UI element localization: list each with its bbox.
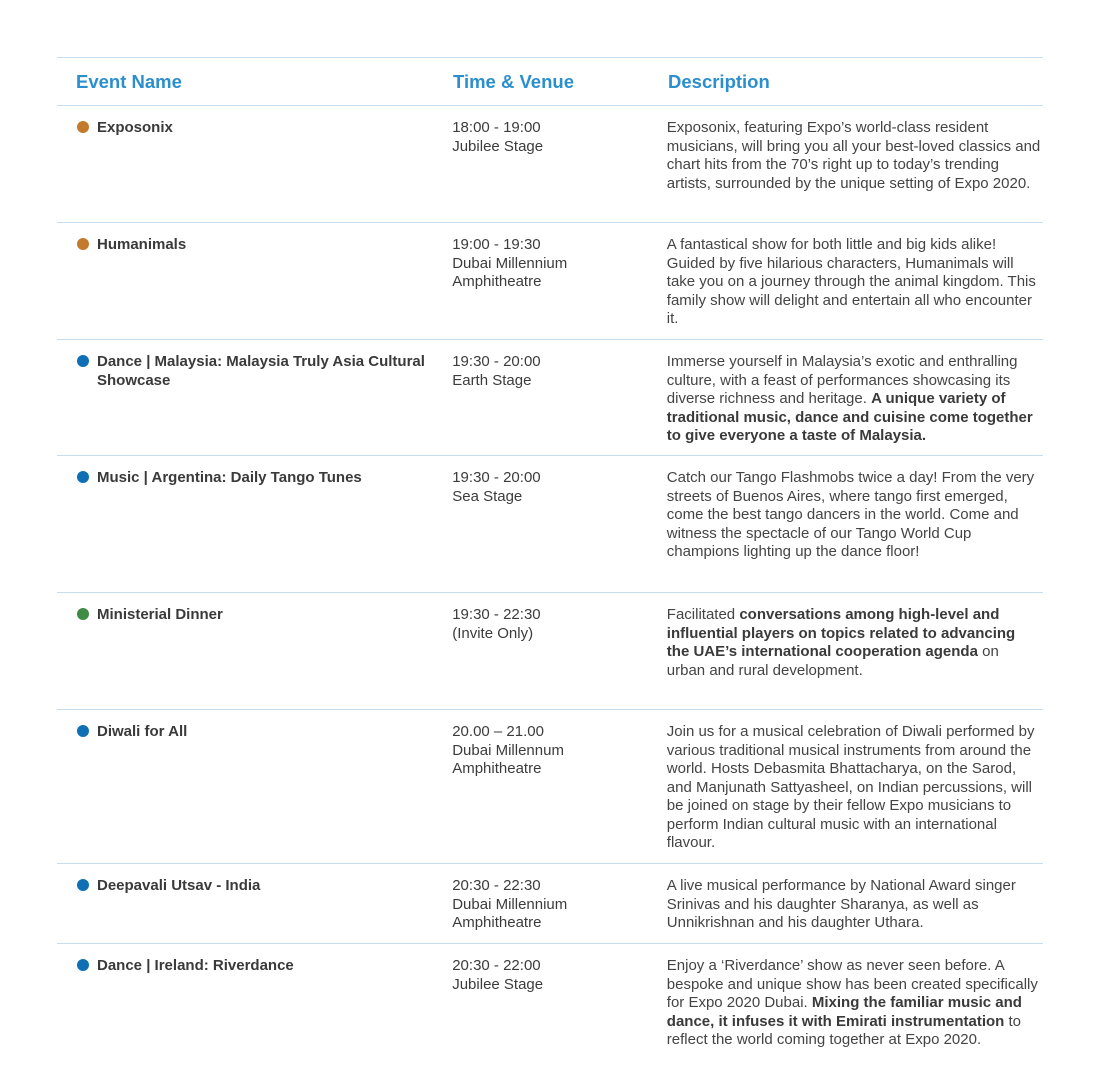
description-segment: Immerse yourself in Malaysia’s exotic and enthralling culture, with a feast of performances showcasing its diverse richness and heritage. (666, 353, 1018, 407)
event-description (667, 606, 1043, 709)
description-segment: to reflect the world coming together at Expo 2020. (666, 1012, 1022, 1048)
time-venue-cell (452, 353, 667, 455)
description-segment: Catch our Tango Flashmobs twice a day! From the very streets of Buenos Aires, where tango first emerged, come the best tango dancers in the world. Come and witness the spectacle of our Tango World Cup champions lighting up the dance floor! (666, 469, 1035, 560)
event-time: 18:00 - 19:00 (452, 119, 541, 136)
category-dot-icon (77, 879, 89, 891)
event-name: Exposonix (97, 119, 173, 136)
table-row (57, 944, 1043, 1084)
event-description (667, 877, 1043, 943)
event-venue: Dubai Millennium Amphitheatre (452, 895, 568, 931)
event-name: Humanimals (97, 236, 187, 253)
time-venue-cell (452, 877, 667, 943)
category-dot-icon (77, 959, 89, 971)
time-venue-cell (452, 723, 667, 863)
event-name-cell (57, 877, 452, 943)
header-description: Description (668, 70, 770, 92)
time-venue-cell (452, 469, 667, 592)
event-name: Dance | Malaysia: Malaysia Truly Asia Cultural Showcase (97, 353, 425, 389)
description-segment: Enjoy a ‘Riverdance’ show as never seen before. A bespoke and unique show has been created specifically for Expo 2020 Dubai. (666, 957, 1038, 1011)
header-time-venue: Time & Venue (453, 70, 574, 92)
time-venue-cell (452, 606, 667, 709)
event-venue: Jubilee Stage (452, 137, 544, 155)
event-description (667, 353, 1043, 455)
event-description (667, 957, 1043, 1084)
event-name: Ministerial Dinner (97, 606, 223, 623)
description-bold-segment: A unique variety of traditional music, dance and cuisine come together to give everyone a taste of Malaysia. (666, 390, 1033, 444)
event-time: 19:30 - 20:00 (452, 353, 541, 370)
event-description (667, 469, 1043, 592)
category-dot-icon (77, 355, 89, 367)
category-dot-icon (77, 471, 89, 483)
table-row (57, 340, 1043, 456)
table-header (57, 58, 1043, 106)
event-name: Music | Argentina: Daily Tango Tunes (97, 469, 362, 486)
description-segment: Join us for a musical celebration of Diwali performed by various traditional musical instruments from around the world. Hosts Debasmita Bhattacharya, on the Sarod, and Manjunath Sattyasheel, on Indian percussions, will be joined on stage by their fellow Expo musicians to perform Indian cultural music with an international flavour. (666, 723, 1035, 851)
event-description (667, 723, 1043, 863)
category-dot-icon (77, 238, 89, 250)
event-name-cell (57, 957, 452, 1084)
event-time: 19:30 - 20:00 (452, 469, 541, 486)
table-row (57, 456, 1043, 593)
event-time: 19:30 - 22:30 (452, 606, 541, 623)
event-venue: Sea Stage (452, 487, 523, 505)
description-segment: on urban and rural development. (666, 643, 999, 679)
category-dot-icon (77, 121, 89, 133)
description-segment: A fantastical show for both little and big kids alike! Guided by five hilarious characters, Humanimals will take you on a journey through the animal kingdom. This family show will delight and entertain all who encounter it. (666, 236, 1036, 327)
event-venue: Dubai Millennium Amphitheatre (452, 254, 568, 290)
event-time: 20:30 - 22:30 (452, 877, 541, 894)
event-time: 20.00 – 21.00 (452, 723, 544, 740)
event-name-cell (57, 119, 452, 222)
events-table (57, 57, 1043, 1084)
event-description (667, 119, 1043, 222)
event-name: Dance | Ireland: Riverdance (97, 957, 294, 974)
event-name-cell (57, 353, 452, 455)
time-venue-cell (452, 236, 667, 339)
event-name-cell (57, 723, 452, 863)
description-segment: Facilitated (666, 606, 740, 623)
table-row (57, 223, 1043, 340)
table-row (57, 864, 1043, 944)
event-venue: Earth Stage (452, 371, 532, 389)
description-bold-segment: Mixing the familiar music and dance, it infuses it with Emirati instrumentation (666, 994, 1022, 1030)
header-event-name: Event Name (76, 70, 182, 92)
event-name: Diwali for All (97, 723, 188, 740)
table-row (57, 710, 1043, 864)
event-description (667, 236, 1043, 339)
event-venue: Jubilee Stage (452, 975, 544, 993)
category-dot-icon (77, 725, 89, 737)
table-row (57, 593, 1043, 710)
event-time: 19:00 - 19:30 (452, 236, 541, 253)
event-name-cell (57, 469, 452, 592)
table-row (57, 106, 1043, 223)
category-dot-icon (77, 608, 89, 620)
time-venue-cell (452, 957, 667, 1084)
time-venue-cell (452, 119, 667, 222)
description-segment: Exposonix, featuring Expo’s world-class resident musicians, will bring you all your best-loved classics and chart hits from the 70’s right up to today’s trending artists, surrounded by the unique setting of Expo 2020. (666, 119, 1041, 192)
event-time: 20:30 - 22:00 (452, 957, 541, 974)
event-venue: (Invite Only) (452, 624, 534, 642)
description-segment: A live musical performance by National Award singer Srinivas and his daughter Sharanya, as well as Unnikrishnan and his daughter Uthara. (666, 877, 1016, 931)
event-name-cell (57, 606, 452, 709)
event-venue: Dubai Millennum Amphitheatre (452, 741, 564, 777)
event-name: Deepavali Utsav - India (97, 877, 261, 894)
description-bold-segment: conversations among high-level and influential players on topics related to advancing the UAE’s international cooperation agenda (666, 606, 1016, 660)
event-name-cell (57, 236, 452, 339)
table-body (57, 106, 1043, 1084)
